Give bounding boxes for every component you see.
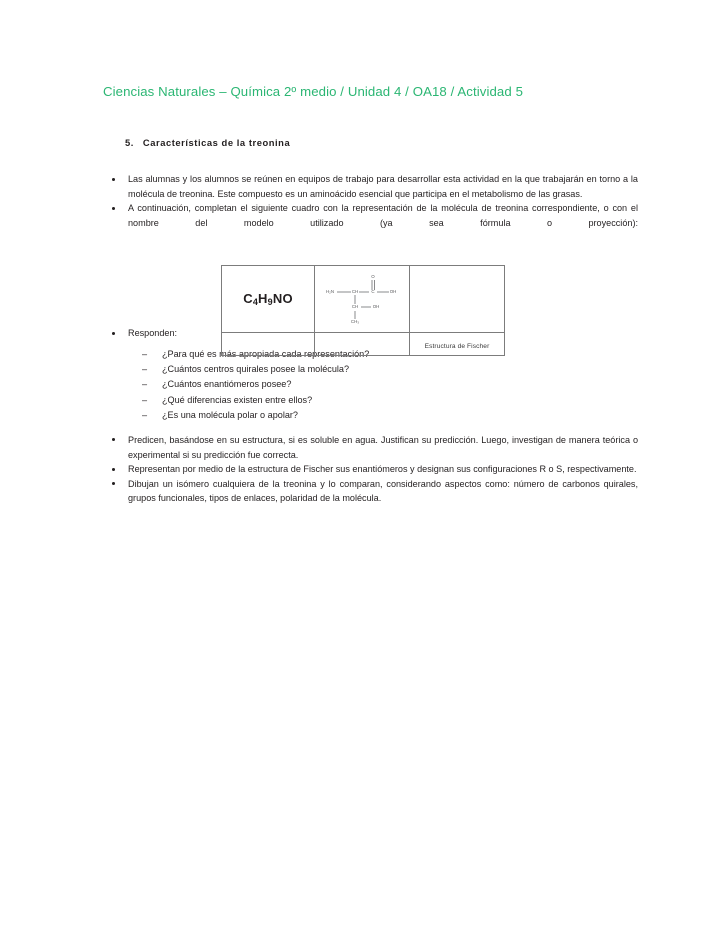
list-item: Las alumnas y los alumnos se reúnen en equipos de trabajo para desarrollar esta actividad en la que trabajarán en torno a la molécula de treonina. Este compuesto es un aminoácido esencial que participa en el metabolismo de las grasas.: [110, 172, 638, 201]
table-row: [222, 333, 505, 356]
representation-table: [221, 265, 505, 356]
table-cell-structural-formula: [315, 266, 410, 333]
molecular-formula-text: $C_4H_9NO$: [243, 291, 293, 307]
table-cell-molecular-formula: [222, 266, 315, 333]
spacer: [110, 423, 638, 433]
list-item: Responden:: [110, 326, 638, 341]
list-item: – ¿Cuántos centros quirales posee la molécula?: [142, 362, 638, 377]
list-item: Predicen, basándose en su estructura, si es soluble en agua. Justifican su predicción. Luego, investigan de manera teórica o experimental si su predicción fue correcta.: [110, 433, 638, 462]
atom-label-hydroxyl: OH: [389, 289, 397, 295]
section-title: Características de la treonina: [142, 137, 291, 148]
closing-bullet-list: [110, 433, 638, 506]
list-item: Representan por medio de la estructura de Fischer sus enantiómeros y designan sus configuraciones R o S, respectivamente.: [110, 462, 638, 477]
table-row: [222, 266, 505, 333]
threonine-structure-diagram: [323, 270, 401, 328]
list-item: A continuación, completan el siguiente cuadro con la representación de la molécula de treonina correspondiente, o con el nombre del modelo utilizado (ya sea fórmula o proyección):: [110, 201, 638, 230]
atom-label-amine: H₂N: [325, 289, 335, 295]
intro-bullet-list: [110, 172, 638, 230]
atom-label-alpha-carbon: CH: [351, 289, 359, 295]
document-header-breadcrumb: Ciencias Naturales – Química 2º medio / Unidad 4 / OA18 / Actividad 5: [103, 84, 523, 99]
atom-label-methyl: CH₃: [350, 319, 360, 325]
list-item: Dibujan un isómero cualquiera de la treonina y lo comparan, considerando aspectos como: número de carbonos quirales, grupos funcionales, tipos de enlaces, polaridad de la molécula.: [110, 477, 638, 506]
formula-subscript-carbon: 4: [252, 297, 259, 307]
list-item: – ¿Para qué es más apropiada cada representación?: [142, 347, 638, 362]
fischer-structure-label: Estructura de Fischer: [424, 343, 490, 350]
representation-table-wrapper: [221, 265, 501, 353]
table-cell-empty-bottom-left: [222, 333, 315, 356]
atom-label-beta-hydroxyl: OH: [372, 304, 380, 310]
atom-label-carbonyl-carbon: C: [371, 289, 375, 295]
page-title: [125, 137, 290, 148]
table-cell-empty-bottom-middle: [315, 333, 410, 356]
formula-subscript-hydrogen: 9: [267, 297, 273, 307]
table-cell-fischer-label: [410, 333, 505, 356]
table-cell-empty-top-right: [410, 266, 505, 333]
question-list: [110, 347, 638, 423]
list-item: – ¿Cuántos enantiómeros posee?: [142, 377, 638, 392]
atom-label-beta-carbon: CH: [351, 304, 359, 310]
section-number: 5.: [125, 137, 134, 148]
list-item: – ¿Es una molécula polar o apolar?: [142, 408, 638, 423]
list-item: – ¿Qué diferencias existen entre ellos?: [142, 393, 638, 408]
atom-label-carbonyl-oxygen: O: [371, 274, 375, 280]
